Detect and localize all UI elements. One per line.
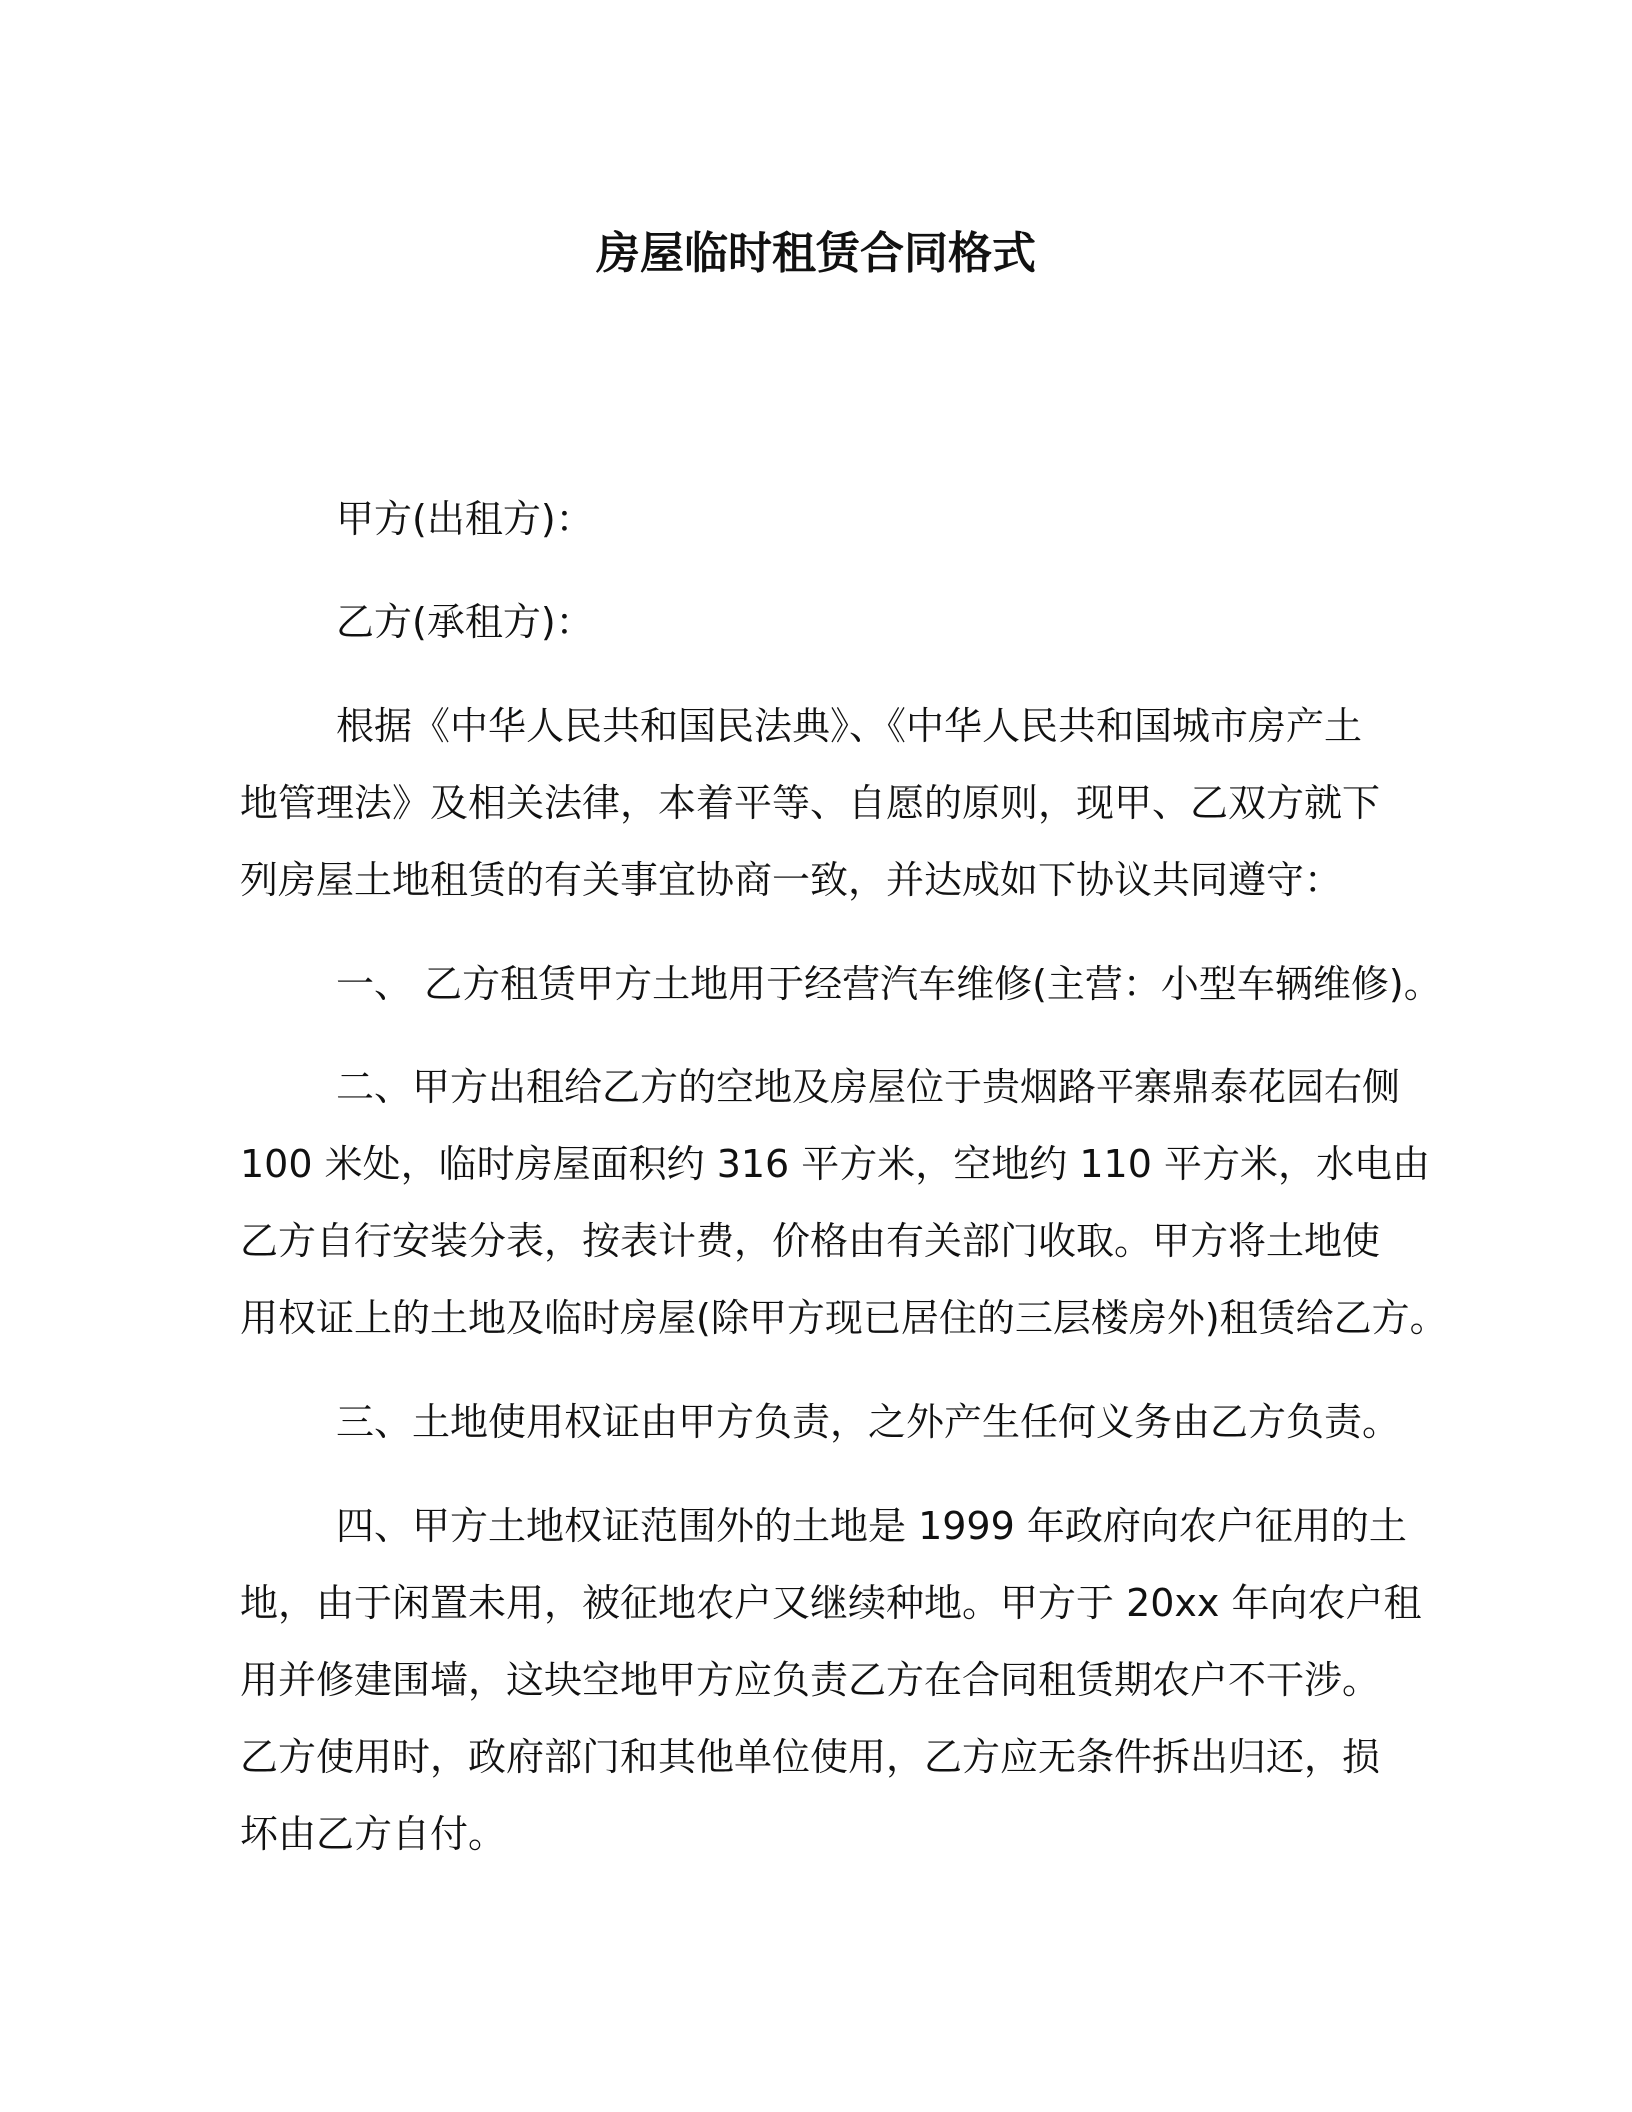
clause-2-line-4: 用权证上的土地及临时房屋(除甲方现已居住的三层楼房外)租赁给乙方。 (240, 1296, 1448, 1340)
clause-2-line-3: 乙方自行安装分表，按表计费，价格由有关部门收取。甲方将土地使 (240, 1219, 1381, 1263)
preamble-line-2: 地管理法》及相关法律，本着平等、自愿的原则，现甲、乙双方就下 (240, 781, 1381, 825)
clause-3-line-1: 三、土地使用权证由甲方负责，之外产生任何义务由乙方负责。 (336, 1400, 1401, 1444)
party-b-line: 乙方(承租方)： (336, 600, 594, 644)
clause-4-line-3: 用并修建围墙，这块空地甲方应负责乙方在合同租赁期农户不干涉。 (240, 1658, 1381, 1702)
clause-4-line-4: 乙方使用时，政府部门和其他单位使用，乙方应无条件拆出归还，损 (240, 1735, 1381, 1779)
clause-4-line-5: 坏由乙方自付。 (240, 1812, 507, 1856)
preamble-line-3: 列房屋土地租赁的有关事宜协商一致，并达成如下协议共同遵守： (240, 858, 1343, 902)
clause-2-line-1: 二、甲方出租给乙方的空地及房屋位于贵烟路平寨鼎泰花园右侧 (336, 1065, 1401, 1109)
document-title: 房屋临时租赁合同格式 (596, 228, 1036, 279)
party-a-line: 甲方(出租方)： (336, 497, 594, 541)
clause-2-line-2: 100 米处，临时房屋面积约 316 平方米，空地约 110 平方米，水电由 (240, 1142, 1430, 1186)
clause-4-line-1: 四、甲方土地权证范围外的土地是 1999 年政府向农户征用的土 (336, 1504, 1407, 1548)
clause-4-line-2: 地，由于闲置未用，被征地农户又继续种地。甲方于 20xx 年向农户租 (240, 1581, 1422, 1625)
clause-1-line-1: 一、 乙方租赁甲方土地用于经营汽车维修(主营：小型车辆维修)。 (336, 962, 1442, 1006)
preamble-line-1: 根据《中华人民共和国民法典》、《中华人民共和国城市房产土 (336, 704, 1363, 748)
